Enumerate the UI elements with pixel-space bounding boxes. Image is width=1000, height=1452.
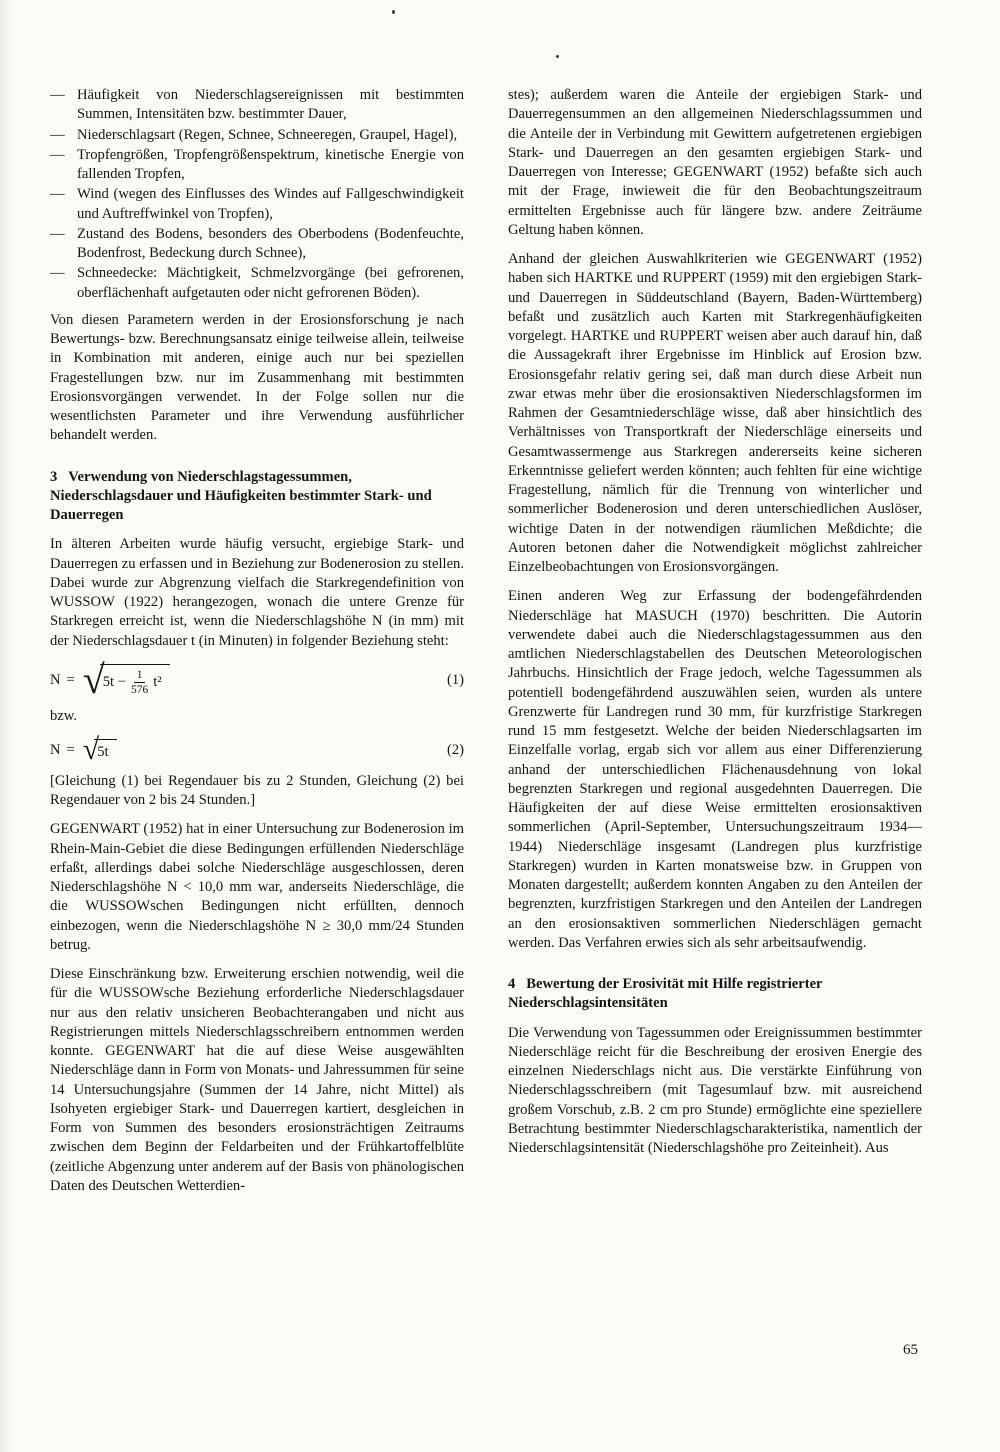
list-dash: — bbox=[50, 225, 65, 242]
equation-variable: N bbox=[50, 742, 61, 759]
scan-speck bbox=[392, 10, 395, 14]
list-dash: — bbox=[50, 126, 65, 143]
equation-number: (1) bbox=[446, 672, 464, 688]
list-item-text: Wind (wegen des Einflusses des Windes auf Fallgeschwindigkeit und Auftreffwinkel von Tropfen), bbox=[77, 186, 464, 222]
list-item bbox=[50, 126, 464, 145]
list-dash: — bbox=[50, 146, 65, 163]
section-number: 4 bbox=[508, 976, 516, 992]
paragraph-tagessummen: Die Verwendung von Tagessummen oder Ereignissummen bestimmter Niederschläge reicht für die Beschreibung der erosiven Energie des einzelnen Niederschlags nicht aus. Die verstärkte Einführung von Niederschlagsschreibern (mit Tagesumlauf bzw. mit ausreichend großem Vorschub, z.B. 2 cm pro Stunde) ermöglichte eine speziellere Betrachtung bestimmter Niederschlagscharakteristika, namentlich der Niederschlagsintensität (Niederschlagshöhe pro Zeiteinheit). Aus bbox=[508, 1024, 922, 1156]
equation-note: [Gleichung (1) bei Regendauer bis zu 2 Stunden, Gleichung (2) bei Regendauer von 2 bis 24 Stunden.] bbox=[50, 772, 464, 808]
paragraph-gegenwart: GEGENWART (1952) hat in einer Untersuchung zur Bodenerosion im Rhein-Main-Gebiet die diese Bedingungen erfüllenden Niederschläge erfaßt, allerdings dabei solche Niederschläge ausgeschlossen, deren Niederschlagshöhe N < 10,0 mm war, anderseits Niederschläge, die die WUSSOWschen Bedingungen nicht erfüllten, dennoch einbezogen, wenn die Niederschlagshöhe N ≥ 30,0 mm/24 Stunden betrug. bbox=[50, 821, 464, 953]
paragraph-aeltere-arbeiten: In älteren Arbeiten wurde häufig versucht, ergiebige Stark- und Dauerregen zu erfassen und in Beziehung zur Bodenerosion zu stellen. Dabei wurde zur Abgrenzung vielfach die Starkregendefinition von WUSSOW (1922) herangezogen, wonach die untere Grenze für Starkregen erreicht ist, wenn die Niederschlagshöhe N (in mm) mit der Niederschlagsdauer t (in Minuten) in folgender Beziehung steht: bbox=[50, 536, 464, 649]
page-content bbox=[50, 86, 922, 1206]
paragraph-hartke-ruppert: Anhand der gleichen Auswahlkriterien wie GEGENWART (1952) haben sich HARTKE und RUPPERT (1959) mit den ergiebigen Stark- und Dauerregen in Süddeutschland (Bayern, Baden-Württemberg) befaßt und zusätzlich auch Karten mit Starkregenhäufigkeiten vorgelegt. HARTKE und RUPPERT weisen aber auch darauf hin, daß die Aussagekraft ihrer Ergebnisse im Hinblick auf Erosion bzw. Erosionsgefahr relativ gering sei, daß man durch diese Arbeit nun zwar etwas mehr über die erosionsaktiven Niederschlagsformen im Rahmen der Gesamtniederschläge wisse, daß aber hinsichtlich des Verhältnisses von Transportkraft der Niederschläge einerseits und Gesamtwassermenge aus Starkregen andererseits keine sicheren Erkenntnisse geliefert werden könnten; auch fehlten für eine wichtige Fragestellung, nämlich für die Trennung von winterlicher und sommerlicher Bodenerosion und deren unterschiedlichen Auslöser, wichtige Daten in der notwendigen räumlichen Meßdichte; die Autoren betonen daher die Notwendigkeit möglichst zahlreicher Einzelbeobachtungen von Erosionsvorgängen. bbox=[508, 251, 922, 575]
equation-connector: bzw. bbox=[50, 707, 78, 724]
paragraph-einschraenkung: Diese Einschränkung bzw. Erweiterung erschien notwendig, weil die für die WUSSOWsche Beziehung erforderliche Niederschlagsdauer nur aus den relativ unsicheren Beobachterangaben und nicht aus Registrierungen mittels Niederschlagsschreibern entnommen werden konnte. GEGENWART hat die auf diese Weise ausgewählten Niederschläge dann in Form von Monats- und Jahressummen für seine 14 Untersuchungsjahre (Summen der 14 Jahre, nicht Mittel) als Isohyeten ergiebiger Stark- und Dauerregen kartiert, desgleichen in Form von Summen des besonders erosionsträchtigen Zeitraums zwischen dem Beginn der Feldarbeiten und der Frühkartoffelblüte (zeitliche Abgenzung unter anderem auf der Basis von phänologischen Daten des Deutschen Wetterdien- bbox=[50, 966, 464, 1194]
paragraph-parameters: Von diesen Parametern werden in der Erosionsforschung je nach Bewertungs- bzw. Berechnungsansatz einige teilweise allein, teilweise in Kombination mit anderen, einige auch nur bei speziellen Fragestellungen bzw. nur im Zusammenhang mit bestimmten Erosionsvorgängen verwendet. In der Folge sollen nur die wesentlichsten Parameter und ihre Verwendung ausführlicher behandelt werden. bbox=[50, 311, 464, 444]
section-title: Bewertung der Erosivität mit Hilfe registrierter Niederschlagsintensitäten bbox=[508, 976, 823, 1012]
fraction-numerator: 1 bbox=[134, 668, 146, 683]
equals-sign: = bbox=[66, 672, 75, 688]
equation-2-body bbox=[50, 732, 117, 766]
equation-variable: N bbox=[50, 672, 61, 688]
list-dash: — bbox=[50, 186, 65, 203]
fraction-denominator: 576 bbox=[130, 684, 149, 697]
radical-sign: √ bbox=[82, 732, 100, 766]
radical-sign: √ bbox=[82, 656, 105, 702]
fraction bbox=[131, 668, 148, 698]
scan-speck bbox=[556, 55, 559, 58]
equation-2 bbox=[50, 732, 464, 766]
section-title: Verwendung von Niederschlagstagessummen, Niederschlagsdauer und Häufigkeiten bestimmter Stark- und Dauerregen bbox=[50, 468, 432, 523]
equation-term: 5t − bbox=[102, 674, 126, 690]
list-item bbox=[50, 146, 464, 185]
section-4-heading bbox=[508, 975, 922, 1014]
radicand bbox=[100, 664, 170, 698]
list-item bbox=[50, 185, 464, 224]
list-item-text: Tropfengrößen, Tropfengrößenspektrum, kinetische Energie von fallenden Tropfen, bbox=[77, 146, 464, 182]
equals-sign: = bbox=[66, 742, 75, 759]
right-column bbox=[508, 86, 922, 1206]
section-number: 3 bbox=[50, 468, 58, 485]
list-item bbox=[50, 225, 464, 264]
section-3-heading bbox=[50, 468, 464, 526]
paragraph-masuch: Einen anderen Weg zur Erfassung der bodengefährdenden Niederschläge hat MASUCH (1970) beschritten. Die Autorin verwendete dabei auch die Niederschlagstagessummen aus den amtlichen Niederschlagstabellen des Deutschen Meteorologischen Jahrbuchs. Hinsichtlich der Frage jedoch, welche Tagessummen als potentiell bodengefährdend auszuwählen seien, wurden als untere Grenzwerte für Landregen rund 30 mm, für kurzfristige Starkregen rund 15 mm festgesetzt. Welche der beiden Niederschlagsarten im Einzelfalle vorlag, ergab sich vor allem aus einer Differenzierung anhand der unterschiedlichen Flächenausdehnung von lokal begrenzten Starkregen und regional ausgedehnten Dauerregen. Die Häufigkeiten der auf diese Weise ermittelten erosionsaktiven sommerlichen (April-September, Untersuchungszeitraum 1934—1944) Niederschläge insgesamt (Landregen plus kurzfristige Starkregen) wurden in Karten monatsweise bzw. in Gruppen von Monaten dargestellt; außerdem konnten Angaben zu den Anteilen der begrenzten, kurzfristigen Starkregen und den Anteilen der Landregen an den erosionsaktiven sommerlichen Niederschlägen gemacht werden. Das Verfahren erwies sich als sehr arbeitsaufwendig. bbox=[508, 588, 922, 951]
list-item-text: Schneedecke: Mächtigkeit, Schmelzvorgänge (bei gefrorenen, oberflächenhaft aufgetauten oder nicht gefrorenen Böden). bbox=[77, 265, 464, 301]
parameter-list bbox=[50, 86, 464, 303]
paragraph-stes-continuation: stes); außerdem waren die Anteile der ergiebigen Stark- und Dauerregensummen an den allgemeinen Niederschlagssummen und die Anteile der in Verbindung mit Gewittern aufgetretenen ergiebigen Stark- und Dauerregen an den gesamten ergiebigen Stark- und Dauerregen von Interesse; GEGENWART (1952) befaßte sich auch mit der Frage, inwieweit die für den Beobachtungszeitraum ermittelten Ergebnisse auch für längere bzw. andere Zeiträume Geltung haben können. bbox=[508, 87, 922, 238]
list-dash: — bbox=[50, 265, 65, 282]
list-item bbox=[50, 86, 464, 125]
list-item-text: Zustand des Bodens, besonders des Oberbodens (Bodenfeuchte, Bodenfrost, Bedeckung durch Schnee), bbox=[77, 225, 464, 261]
equation-term: 5t bbox=[97, 744, 109, 761]
list-item bbox=[50, 264, 464, 303]
list-item-text: Häufigkeit von Niederschlagsereignissen mit bestimmten Summen, Intensitäten bzw. bestimmter Dauer, bbox=[77, 87, 464, 123]
equation-term: t² bbox=[153, 674, 162, 690]
list-item-text: Niederschlagsart (Regen, Schnee, Schneeregen, Graupel, Hagel), bbox=[77, 126, 458, 143]
page-number: 65 bbox=[903, 1342, 918, 1358]
equation-1-body bbox=[50, 656, 170, 702]
left-column bbox=[50, 86, 464, 1206]
equation-1 bbox=[50, 656, 464, 702]
list-dash: — bbox=[50, 87, 65, 103]
equation-number: (2) bbox=[446, 742, 464, 759]
